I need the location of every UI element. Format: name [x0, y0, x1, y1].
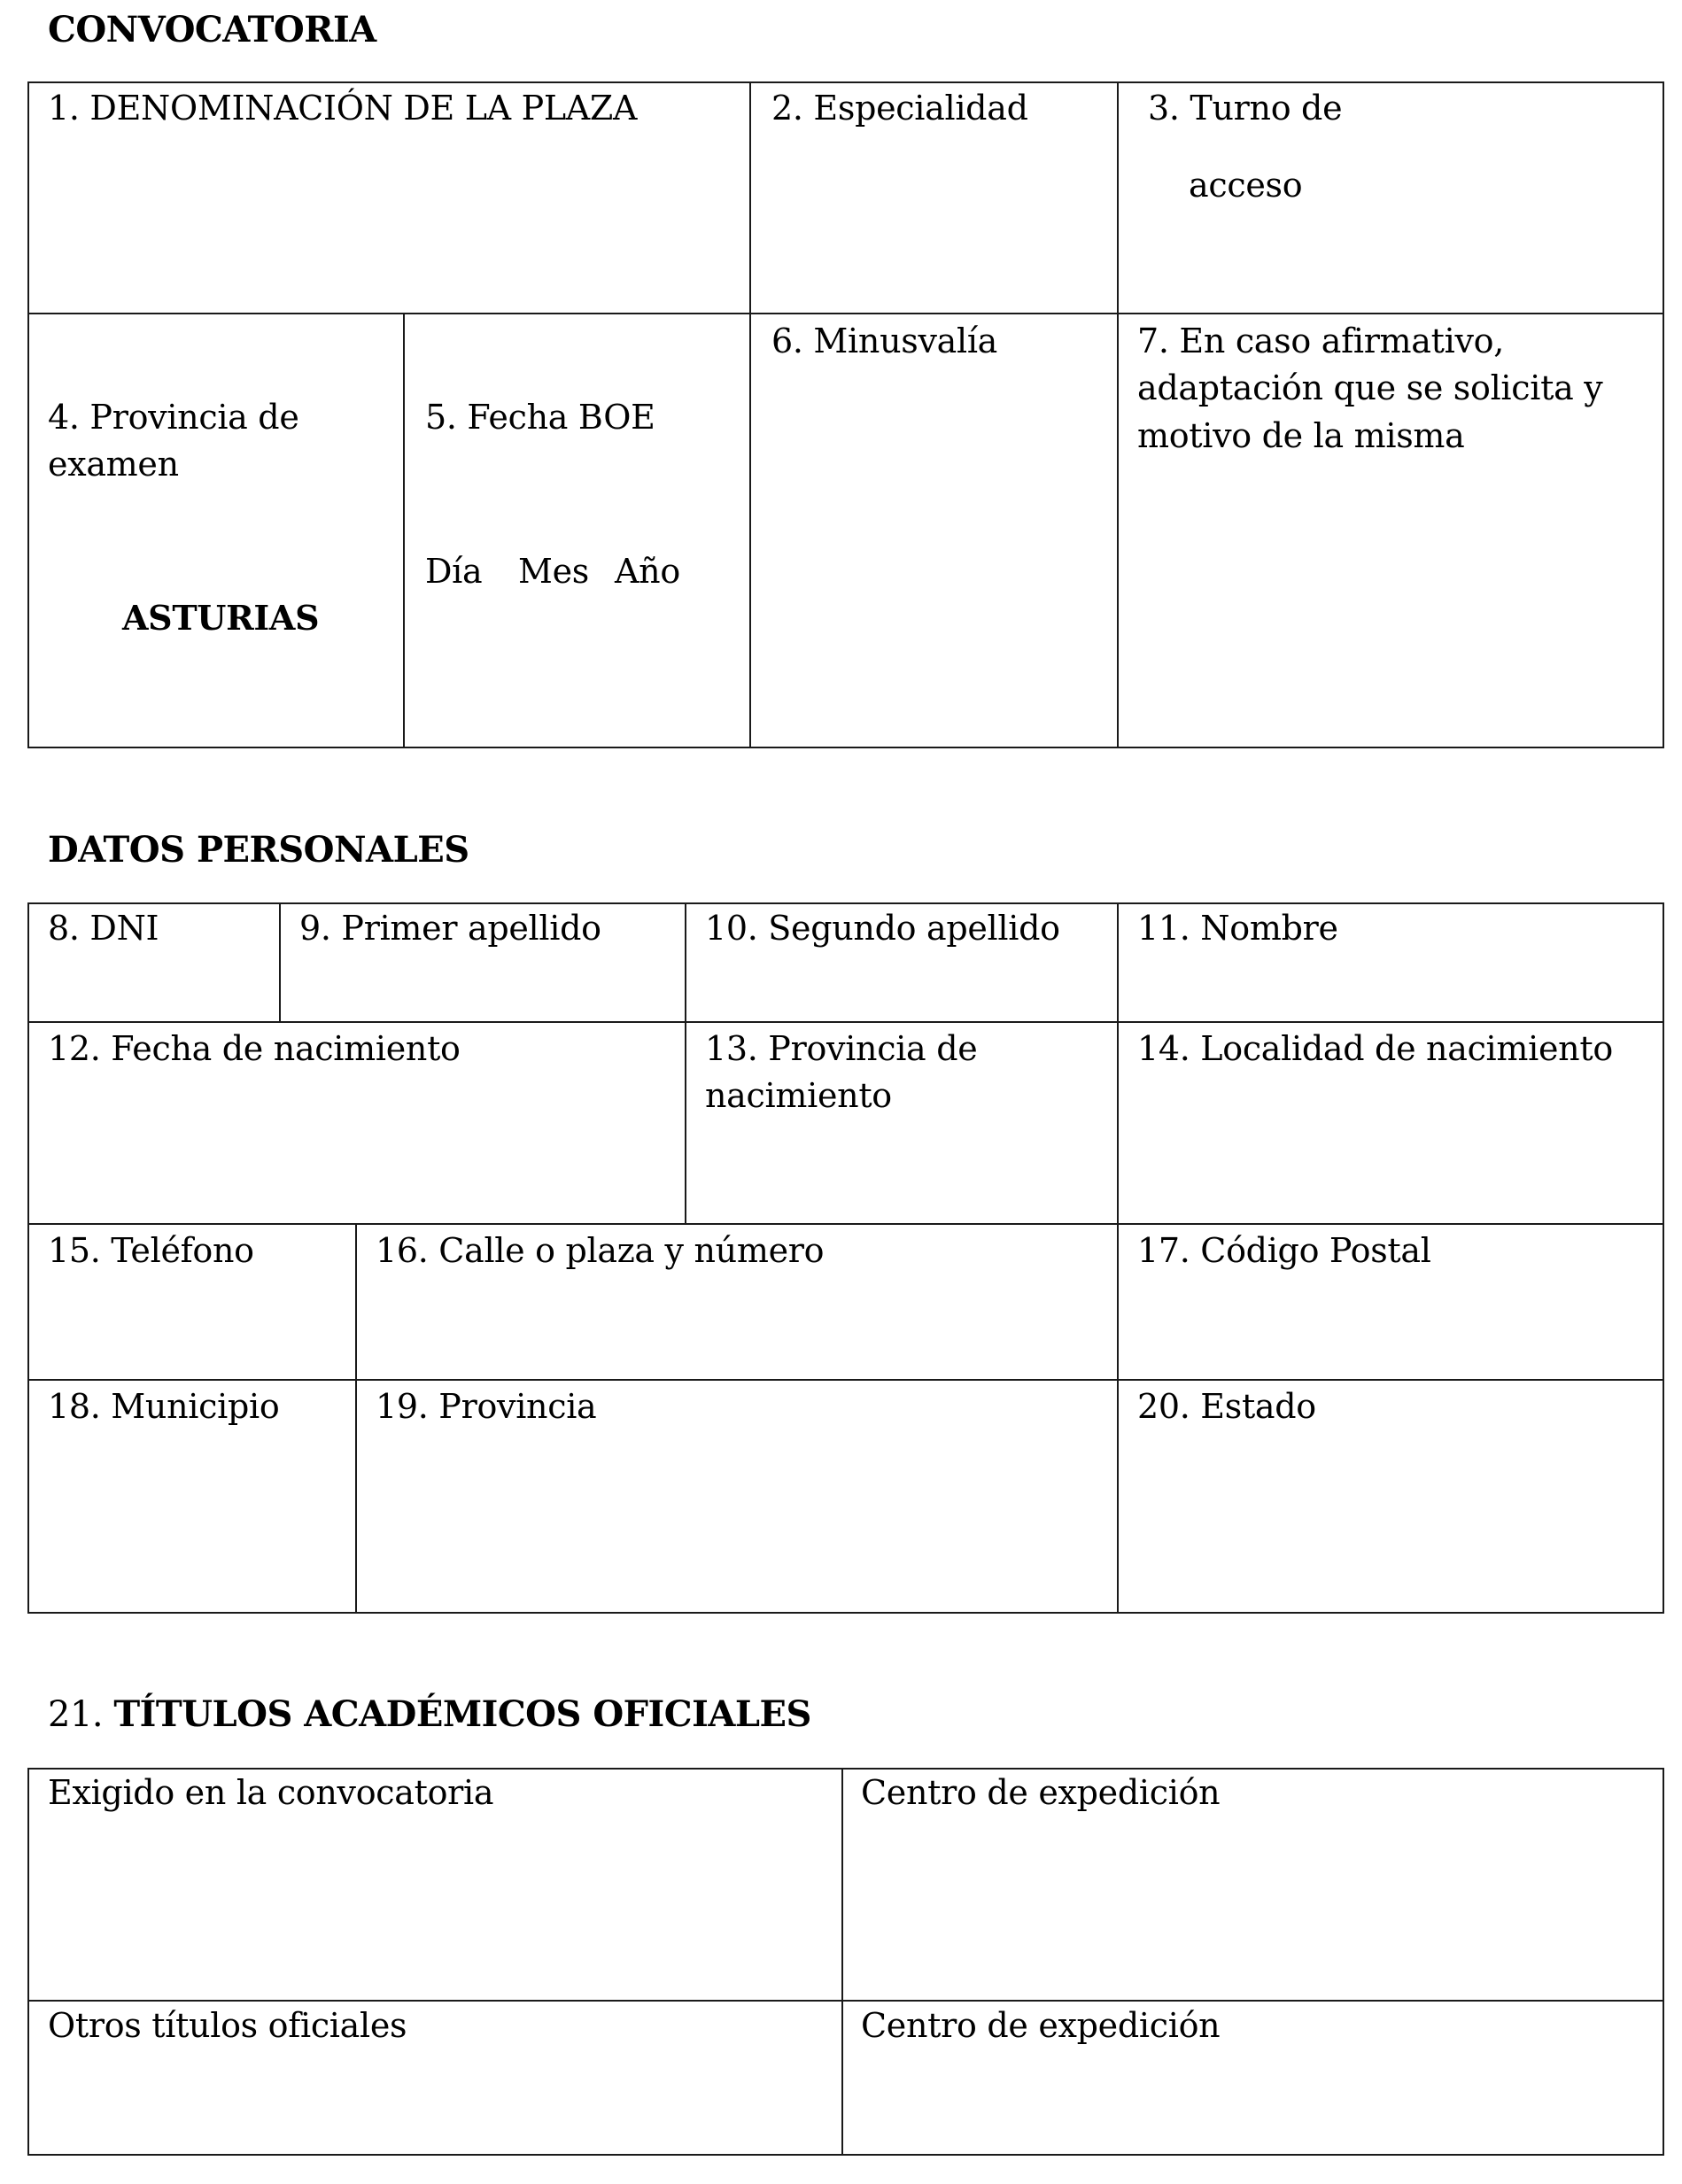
row-divider [27, 313, 1664, 314]
estado-label: 20. Estado [1137, 1387, 1316, 1426]
provincia-label: 19. Provincia [376, 1387, 597, 1426]
row-divider [27, 1021, 1664, 1023]
section-heading-datos-personales: DATOS PERSONALES [48, 829, 469, 871]
section-heading-convocatoria: CONVOCATORIA [48, 9, 376, 50]
minusvalia-field[interactable] [751, 315, 1116, 746]
fecha-dia-label: Día [425, 552, 483, 591]
provincia-examen-field[interactable] [29, 315, 402, 746]
municipio-label: 18. Municipio [48, 1387, 280, 1426]
centro-expedicion-label-2: Centro de expedición [861, 2006, 1221, 2045]
otros-titulos-label: Otros títulos oficiales [48, 2006, 407, 2045]
titulos-heading-text: TÍTULOS ACADÉMICOS OFICIALES [113, 1693, 811, 1735]
fecha-anio-label: Año [615, 552, 680, 591]
provincia-nacimiento-label-line2: nacimiento [705, 1076, 892, 1115]
adaptacion-label-line3: motivo de la misma [1137, 416, 1465, 455]
especialidad-label: 2. Especialidad [771, 89, 1028, 128]
row-divider [27, 2000, 1664, 2002]
provincia-examen-value: ASTURIAS [122, 598, 320, 638]
fecha-boe-field[interactable] [405, 315, 748, 746]
codigo-postal-label: 17. Código Postal [1137, 1231, 1431, 1270]
dni-label: 8. DNI [48, 909, 159, 948]
minusvalia-label: 6. Minusvalía [771, 321, 998, 360]
section-heading-titulos [48, 1692, 811, 1738]
telefono-label: 15. Teléfono [48, 1231, 254, 1270]
calle-label: 16. Calle o plaza y número [376, 1231, 825, 1270]
turno-label-line2: acceso [1189, 166, 1303, 205]
nombre-label: 11. Nombre [1137, 909, 1338, 948]
segundo-apellido-label: 10. Segundo apellido [705, 909, 1060, 948]
fecha-boe-label: 5. Fecha BOE [425, 398, 655, 437]
adaptacion-label-line2: adaptación que se solicita y [1137, 368, 1603, 407]
centro-expedicion-label-1: Centro de expedición [861, 1773, 1221, 1812]
provincia-nacimiento-label: 13. Provincia de [705, 1029, 978, 1068]
fecha-mes-label: Mes [518, 552, 589, 591]
provincia-examen-label-line2: examen [48, 445, 179, 484]
fecha-nacimiento-label: 12. Fecha de nacimiento [48, 1029, 461, 1068]
adaptacion-label: 7. En caso afirmativo, [1137, 321, 1504, 360]
denominacion-label: 1. DENOMINACIÓN DE LA PLAZA [48, 89, 638, 128]
localidad-nacimiento-label: 14. Localidad de nacimiento [1137, 1029, 1613, 1068]
row-divider [27, 1379, 1664, 1381]
row-divider [27, 1223, 1664, 1225]
titulos-heading-number: 21. [48, 1694, 104, 1735]
exigido-label: Exigido en la convocatoria [48, 1773, 494, 1812]
primer-apellido-label: 9. Primer apellido [299, 909, 601, 948]
provincia-examen-label: 4. Provincia de [48, 398, 299, 437]
turno-label: 3. Turno de [1148, 89, 1343, 128]
